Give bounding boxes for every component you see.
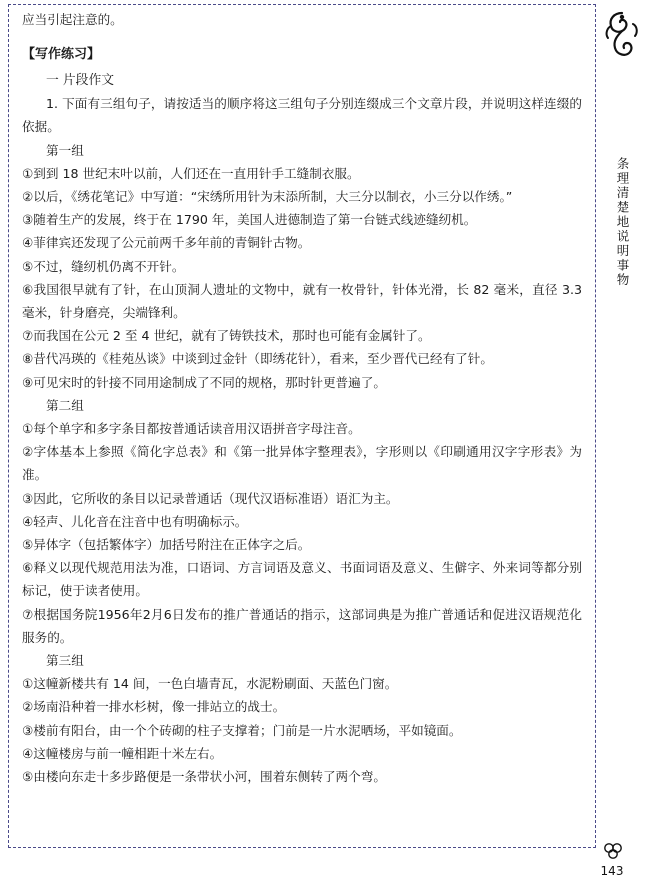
intro-paragraph: 1. 下面有三组句子，请按适当的顺序将这三组句子分别连缀成三个文章片段，并说明这样连缀的依据。 <box>22 96 582 135</box>
list-item: ⑤异体字（包括繁体字）加括号附注在正体字之后。 <box>22 537 311 553</box>
list-item: ⑤由楼向东走十多步路便是一条带状小河，围着东侧转了两个弯。 <box>22 769 386 785</box>
group-label-3: 第三组 <box>46 653 84 669</box>
side-rail-title: 条理清楚地说明事物 <box>615 156 630 288</box>
list-item: ④这幢楼房与前一幢相距十米左右。 <box>22 745 223 761</box>
list-item: ②以后，《绣花笔记》中写道：“宋绣所用针为末添所制，大三分以制衣，小三分以作绣。” <box>22 189 513 205</box>
list-item: ④菲律宾还发现了公元前两千多年前的青铜针古物。 <box>22 235 311 251</box>
list-item: ①这幢新楼共有 14 间，一色白墙青瓦，水泥粉刷面、天蓝色门窗。 <box>22 676 398 692</box>
group-label-1: 第一组 <box>46 142 84 158</box>
list-item: ⑧昔代冯瑛的《桂苑丛谈》中谈到过金针（即绣花针），看来，至少晋代已经有了针。 <box>22 351 493 367</box>
list-item: ②字体基本上参照《简化字总表》和《第一批异体字整理表》，字形则以《印刷通用汉字字形表》为准。 <box>22 444 582 483</box>
page-content <box>22 8 582 846</box>
list-item: ⑦而我国在公元 2 至 4 世纪，就有了铸铁技术，那时也可能有金属针了。 <box>22 328 431 344</box>
list-item: ⑦根据国务院1956年2月6日发布的推广普通话的指示，这部词典是为推广普通话和促进汉语规范化服务的。 <box>22 606 582 645</box>
list-item: ⑥我国很早就有了针，在山顶洞人遗址的文物中，就有一枚骨针，针体光滑，长 82 毫米，直径 3.3 毫米，针身磨亮，尖端锋利。 <box>22 281 582 321</box>
list-item: ④轻声、儿化音在注音中也有明确标示。 <box>22 513 248 529</box>
floral-ornament-icon <box>602 10 642 62</box>
group-label-2: 第二组 <box>46 397 84 413</box>
side-rail <box>600 10 644 430</box>
sub-heading: 一 片段作文 <box>46 73 115 88</box>
list-item: ⑨可见宋时的针接不同用途制成了不同的规格，那时针更普遍了。 <box>22 374 386 390</box>
page-number: 143 <box>600 864 624 878</box>
clover-ornament-icon <box>598 840 628 862</box>
list-item: ①每个单字和多字条目都按普通话读音用汉语拼音字母注音。 <box>22 421 361 437</box>
list-item: ③因此，它所收的条目以记录普通话（现代汉语标准语）语汇为主。 <box>22 490 399 506</box>
section-heading: 【写作练习】 <box>22 47 101 62</box>
list-item: ③随着生产的发展，终于在 1790 年，美国人进德制造了第一台链式线迹缝纫机。 <box>22 212 477 228</box>
list-item: ①到到 18 世纪末叶以前，人们还在一直用针手工缝制衣服。 <box>22 165 360 181</box>
list-item: ②场南沿种着一排水杉树，像一排站立的战士。 <box>22 699 286 715</box>
list-item: ⑤不过，缝纫机仍离不开针。 <box>22 258 185 274</box>
list-item: ③楼前有阳台，由一个个砖砌的柱子支撑着；门前是一片水泥晒场，平如镜面。 <box>22 722 462 738</box>
list-item: ⑥释义以现代规范用法为准，口语词、方言词语及意义、书面词语及意义、生僻字、外来词等都分别标记，使于读者使用。 <box>22 560 582 599</box>
top-fragment-text: 应当引起注意的。 <box>22 12 123 27</box>
